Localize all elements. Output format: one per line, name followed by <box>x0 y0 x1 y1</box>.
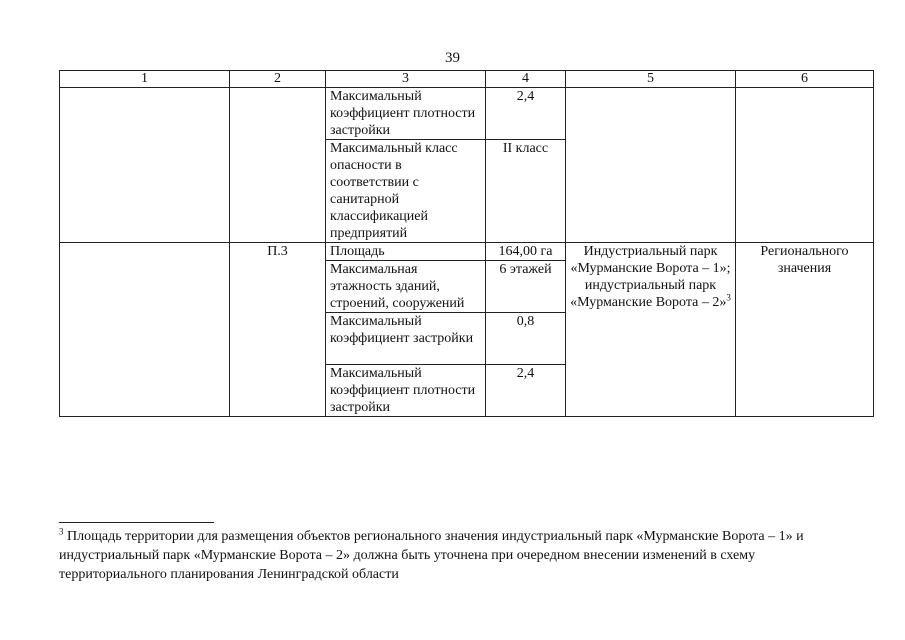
object-name-cell <box>566 243 736 417</box>
footnote-divider <box>59 522 214 523</box>
header-row <box>60 71 874 88</box>
footnote-text: Площадь территории для размещения объектов регионального значения индустриальный парк «Мурманские Ворота – 1» и индустриальный парк «Мурманские Ворота – 2» должна быть уточнена при очередном внесении изменений в схему территориального планирования Ленинградской области <box>59 529 804 582</box>
significance-cell: Регионального значения <box>736 243 874 417</box>
param-cell: Максимальный класс опасности в соответствии с санитарной классификацией предприятий <box>326 140 486 243</box>
value-cell: 6 этажей <box>486 261 566 313</box>
object-name: Индустриальный парк «Мурманские Ворота – 1»; индустриальный парк «Мурманские Ворота – 2» <box>570 244 731 310</box>
param-cell: Максимальный коэффициент застройки <box>326 313 486 365</box>
header-col-4: 4 <box>486 71 566 88</box>
header-col-3: 3 <box>326 71 486 88</box>
table-row <box>60 243 874 261</box>
param-cell: Максимальный коэффициент плотности застройки <box>326 365 486 417</box>
page-number: 39 <box>445 50 460 66</box>
value-cell: 2,4 <box>486 88 566 140</box>
footnote <box>59 527 849 584</box>
footnote-mark: 3 <box>59 526 64 537</box>
empty-cell-col-1 <box>60 88 230 243</box>
empty-cell-col-6 <box>736 88 874 243</box>
value-cell: 0,8 <box>486 313 566 365</box>
empty-cell-col-5 <box>566 88 736 243</box>
value-cell: II класс <box>486 140 566 243</box>
empty-cell-col-1 <box>60 243 230 417</box>
header-col-1: 1 <box>60 71 230 88</box>
header-col-5: 5 <box>566 71 736 88</box>
param-cell: Площадь <box>326 243 486 261</box>
territory-parameters-table <box>59 70 874 417</box>
param-cell: Максимальный коэффициент плотности застройки <box>326 88 486 140</box>
table-row <box>60 88 874 140</box>
header-col-6: 6 <box>736 71 874 88</box>
value-cell: 164,00 га <box>486 243 566 261</box>
param-cell: Максимальная этажность зданий, строений, сооружений <box>326 261 486 313</box>
footnote-reference: 3 <box>726 292 731 303</box>
value-cell: 2,4 <box>486 365 566 417</box>
empty-cell-col-2 <box>230 88 326 243</box>
header-col-2: 2 <box>230 71 326 88</box>
object-code: П.3 <box>230 243 326 417</box>
